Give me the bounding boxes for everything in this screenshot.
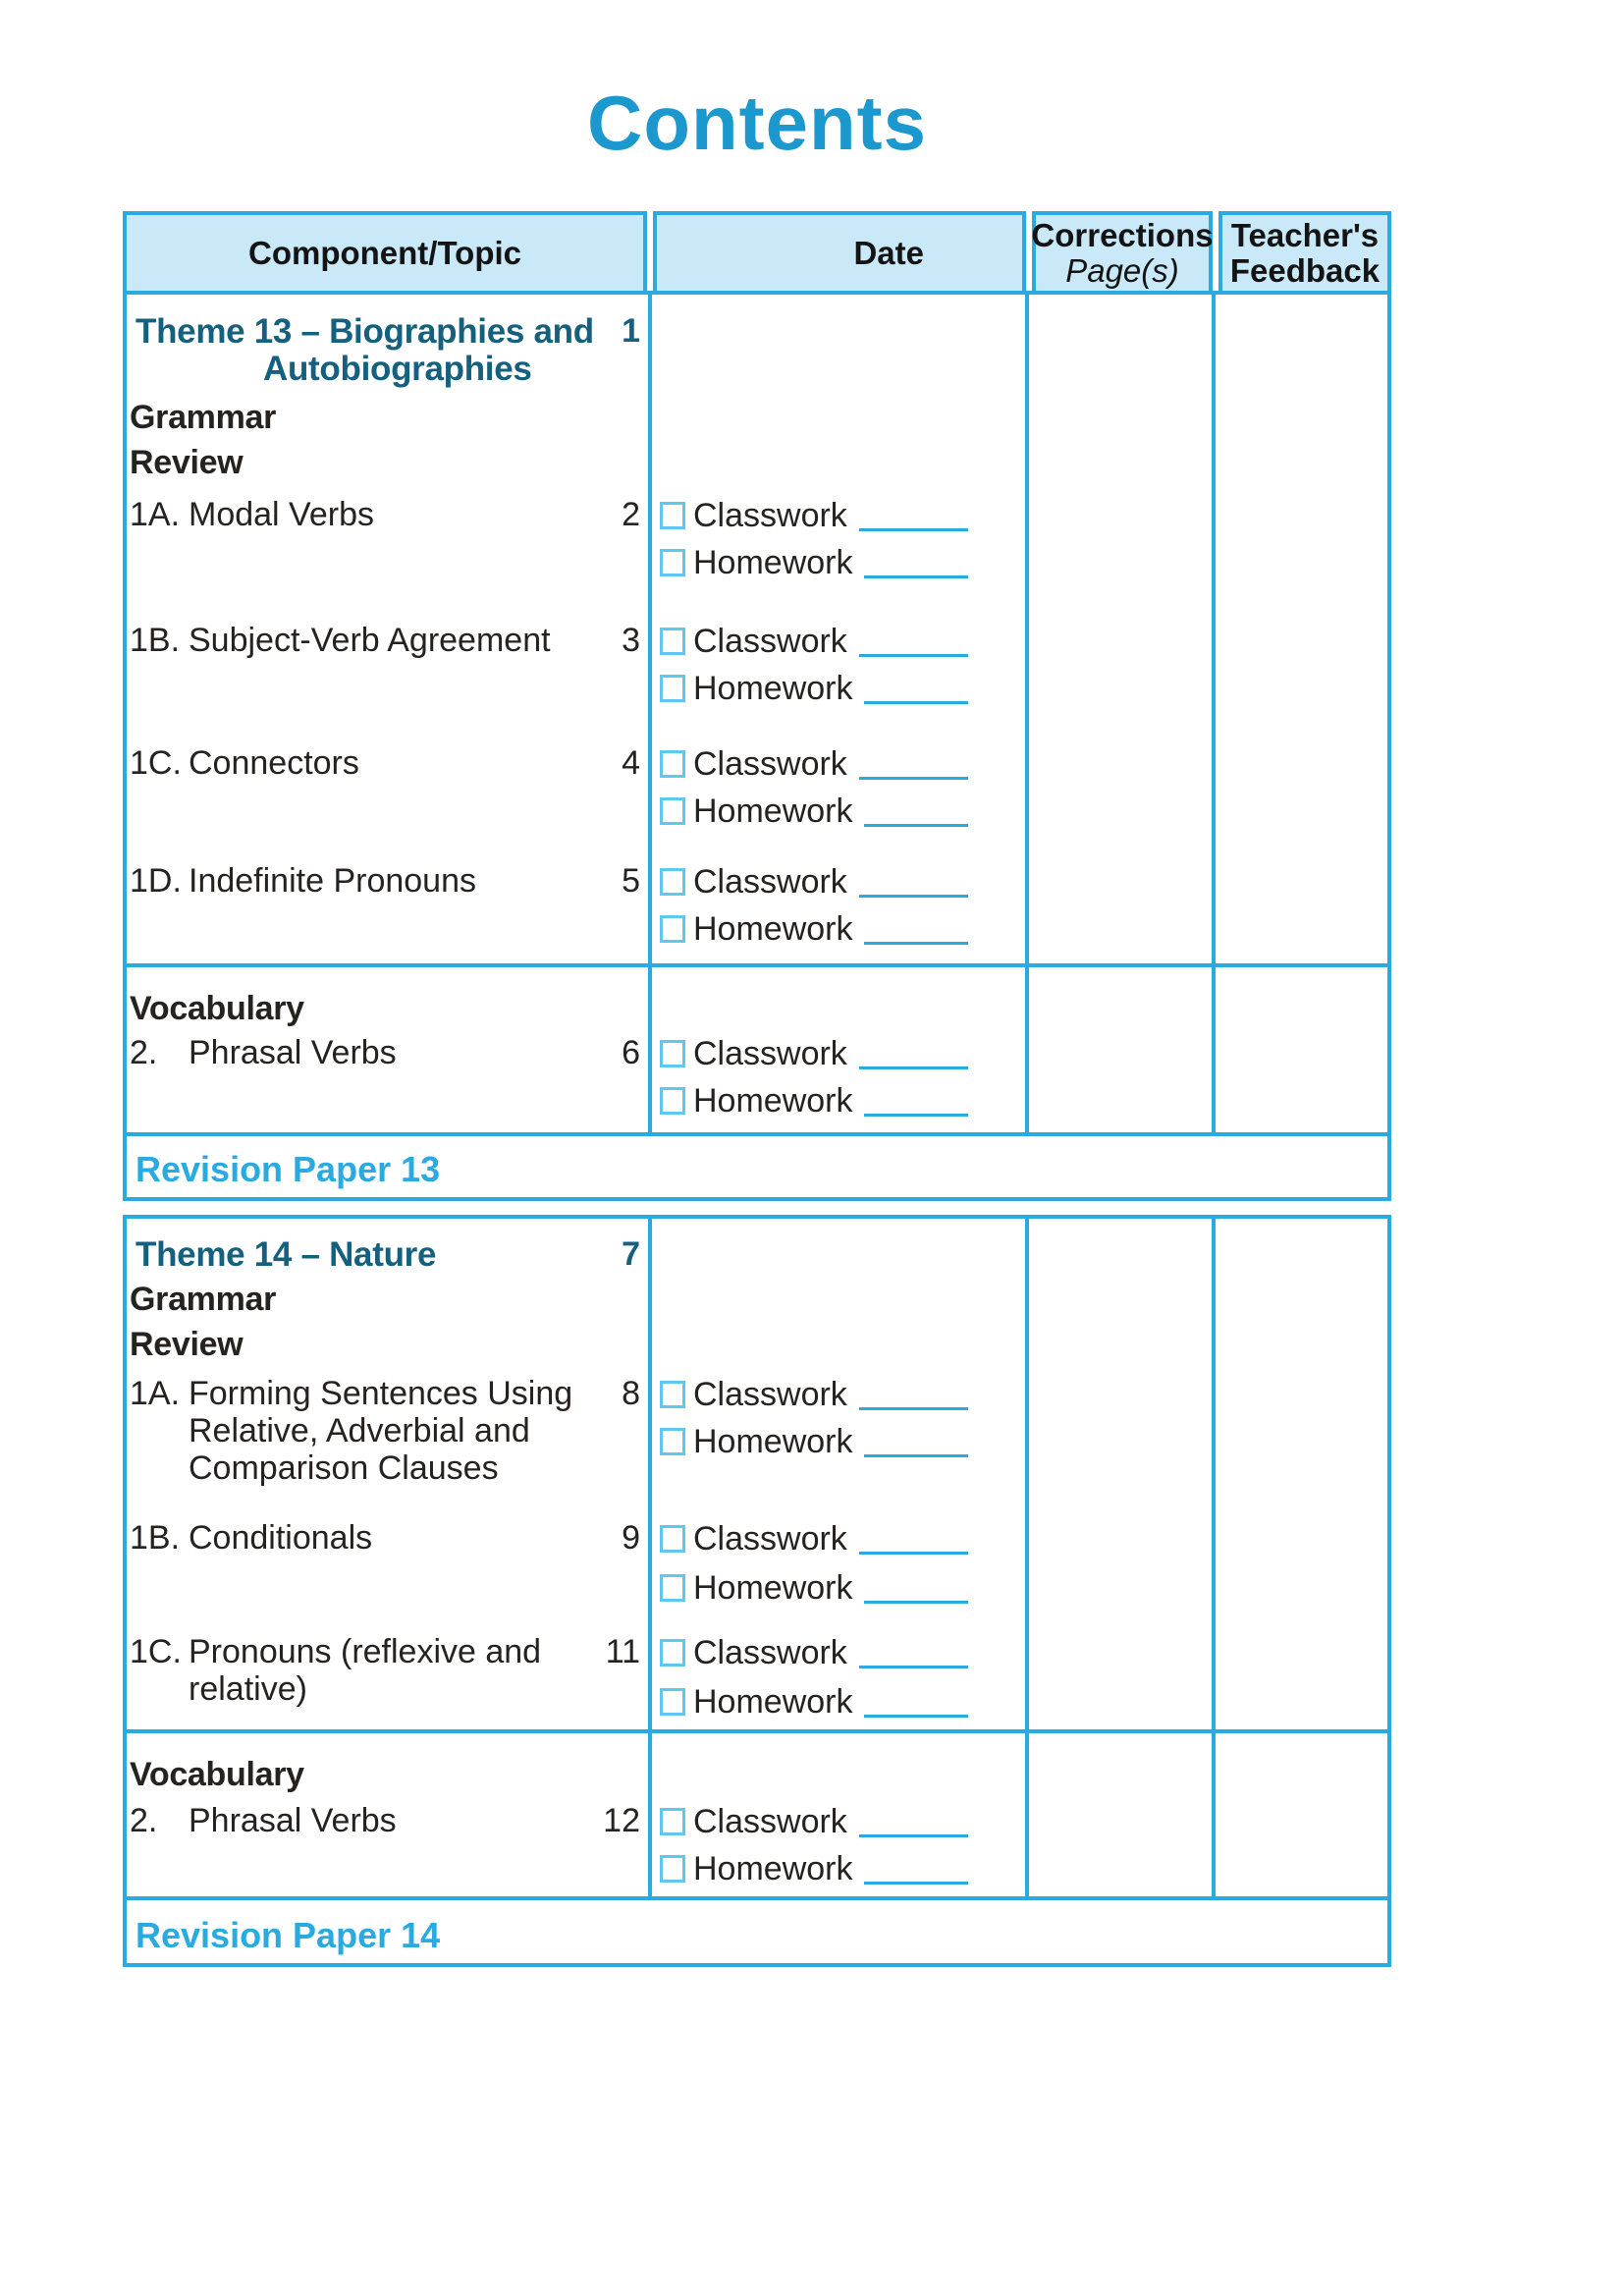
classwork-checkbox[interactable] xyxy=(660,1040,685,1067)
item-title-line: Relative, Adverbial and xyxy=(189,1412,530,1449)
date-write-line[interactable] xyxy=(859,654,968,657)
homework-checkbox[interactable] xyxy=(660,797,685,825)
date-write-line[interactable] xyxy=(859,777,968,780)
homework-row xyxy=(660,1422,970,1461)
item-number: 2. xyxy=(130,1034,158,1071)
header-cell-date xyxy=(653,211,1026,295)
classwork-checkbox[interactable] xyxy=(660,1525,685,1553)
item-title-line: Pronouns (reflexive and xyxy=(189,1633,542,1670)
classwork-row xyxy=(660,496,970,535)
header-date-label: Date xyxy=(853,234,924,271)
item-number: 1B. xyxy=(130,1519,181,1557)
header-corrections-label: Corrections xyxy=(1031,216,1214,253)
revision-paper-14-label: Revision Paper 14 xyxy=(135,1915,441,1955)
classwork-label: Classwork xyxy=(693,1633,847,1671)
homework-row xyxy=(660,1568,970,1608)
homework-row xyxy=(660,1682,970,1722)
item-title: Phrasal Verbs xyxy=(189,1802,397,1839)
homework-checkbox[interactable] xyxy=(660,1855,685,1883)
theme-14-title-line1: Theme 14 – Nature xyxy=(135,1235,437,1274)
classwork-label: Classwork xyxy=(693,744,847,783)
classwork-row xyxy=(660,1519,970,1558)
classwork-label: Classwork xyxy=(693,1519,847,1558)
item-page-number: 8 xyxy=(622,1375,640,1412)
homework-checkbox[interactable] xyxy=(660,1087,685,1115)
date-write-line[interactable] xyxy=(864,1601,968,1604)
review-heading: Review xyxy=(130,1326,244,1363)
classwork-row xyxy=(660,1375,970,1414)
vocabulary-section-divider xyxy=(127,963,1387,967)
theme-13-title-line2: Autobiographies xyxy=(263,350,532,388)
homework-label: Homework xyxy=(693,543,853,581)
classwork-label: Classwork xyxy=(693,622,847,660)
item-title: Connectors xyxy=(189,744,359,782)
date-write-line[interactable] xyxy=(864,701,968,704)
date-write-line[interactable] xyxy=(864,942,968,945)
classwork-row xyxy=(660,862,970,902)
classwork-row xyxy=(660,1034,970,1073)
theme-14-page-number: 7 xyxy=(622,1235,640,1273)
date-write-line[interactable] xyxy=(864,1882,968,1885)
item-number: 1A. xyxy=(130,1375,181,1412)
item-number: 1B. xyxy=(130,622,181,659)
item-number: 1A. xyxy=(130,496,181,533)
revision-paper-13-label: Revision Paper 13 xyxy=(135,1149,441,1189)
homework-label: Homework xyxy=(693,1081,853,1120)
classwork-checkbox[interactable] xyxy=(660,750,685,778)
date-write-line[interactable] xyxy=(859,1834,968,1837)
date-write-line[interactable] xyxy=(859,1552,968,1555)
header-cell-corrections xyxy=(1032,211,1213,295)
classwork-checkbox[interactable] xyxy=(660,1639,685,1667)
classwork-checkbox[interactable] xyxy=(660,502,685,529)
item-title-line: relative) xyxy=(189,1670,307,1708)
classwork-label: Classwork xyxy=(693,1034,847,1072)
header-corrections-pages-label: Page(s) xyxy=(1065,251,1179,289)
classwork-label: Classwork xyxy=(693,1375,847,1413)
review-heading: Review xyxy=(130,444,244,481)
column-divider xyxy=(1025,1219,1029,1896)
homework-row xyxy=(660,909,970,949)
date-write-line[interactable] xyxy=(864,1114,968,1117)
column-divider xyxy=(1212,1219,1216,1896)
column-divider xyxy=(1025,295,1029,1132)
date-write-line[interactable] xyxy=(864,1715,968,1718)
item-title: Indefinite Pronouns xyxy=(189,862,476,900)
item-number: 1C. xyxy=(130,744,182,782)
item-page-number: 2 xyxy=(622,496,640,533)
column-divider xyxy=(1212,295,1216,1132)
date-write-line[interactable] xyxy=(859,895,968,898)
homework-row xyxy=(660,1849,970,1888)
classwork-row xyxy=(660,1633,970,1672)
item-title: Subject-Verb Agreement xyxy=(189,622,551,659)
item-title-line: Forming Sentences Using xyxy=(189,1375,573,1412)
header-cell-teachers-feedback xyxy=(1218,211,1391,295)
classwork-checkbox[interactable] xyxy=(660,628,685,655)
item-page-number: 3 xyxy=(622,622,640,659)
header-component-topic-label: Component/Topic xyxy=(247,234,522,271)
classwork-row xyxy=(660,622,970,661)
page-title: Contents xyxy=(587,80,927,166)
vocabulary-heading: Vocabulary xyxy=(130,1756,304,1793)
item-number: 1D. xyxy=(130,862,182,900)
classwork-row xyxy=(660,744,970,784)
homework-label: Homework xyxy=(693,792,853,830)
item-page-number: 6 xyxy=(622,1034,640,1071)
item-page-number: 9 xyxy=(622,1519,640,1557)
item-page-number: 4 xyxy=(622,744,640,782)
homework-checkbox[interactable] xyxy=(660,915,685,943)
item-title-line: Comparison Clauses xyxy=(189,1449,499,1487)
column-divider xyxy=(648,1219,652,1896)
date-write-line[interactable] xyxy=(859,528,968,531)
item-page-number: 11 xyxy=(605,1633,640,1670)
date-write-line[interactable] xyxy=(859,1666,968,1668)
homework-checkbox[interactable] xyxy=(660,1688,685,1716)
homework-label: Homework xyxy=(693,909,853,948)
item-title: Phrasal Verbs xyxy=(189,1034,397,1071)
classwork-label: Classwork xyxy=(693,862,847,901)
header-teachers-label: Teacher's xyxy=(1230,216,1380,253)
item-page-number: 5 xyxy=(622,862,640,900)
classwork-row xyxy=(660,1802,970,1841)
item-number: 2. xyxy=(130,1802,158,1839)
homework-label: Homework xyxy=(693,1849,853,1887)
homework-checkbox[interactable] xyxy=(660,675,685,702)
date-write-line[interactable] xyxy=(859,1407,968,1410)
homework-row xyxy=(660,669,970,708)
homework-label: Homework xyxy=(693,1568,853,1607)
homework-row xyxy=(660,1081,970,1121)
vocabulary-heading: Vocabulary xyxy=(130,990,304,1027)
theme-13-page-number: 1 xyxy=(622,312,640,350)
homework-label: Homework xyxy=(693,1422,853,1460)
column-divider xyxy=(648,295,652,1132)
item-title: Modal Verbs xyxy=(189,496,374,533)
classwork-label: Classwork xyxy=(693,1802,847,1840)
classwork-checkbox[interactable] xyxy=(660,1808,685,1835)
item-title: Conditionals xyxy=(189,1519,373,1557)
item-number: 1C. xyxy=(130,1633,182,1670)
classwork-checkbox[interactable] xyxy=(660,1381,685,1408)
homework-checkbox[interactable] xyxy=(660,549,685,576)
homework-checkbox[interactable] xyxy=(660,1428,685,1455)
vocabulary-section-divider xyxy=(127,1729,1387,1733)
item-page-number: 12 xyxy=(603,1802,640,1839)
header-cell-component-topic xyxy=(123,211,647,295)
theme-13-block xyxy=(123,291,1391,1136)
classwork-checkbox[interactable] xyxy=(660,868,685,896)
date-write-line[interactable] xyxy=(864,575,968,578)
header-feedback-label: Feedback xyxy=(1229,251,1380,289)
grammar-heading: Grammar xyxy=(130,1281,277,1318)
homework-row xyxy=(660,543,970,582)
date-write-line[interactable] xyxy=(864,824,968,827)
homework-label: Homework xyxy=(693,669,853,707)
homework-label: Homework xyxy=(693,1682,853,1721)
homework-checkbox[interactable] xyxy=(660,1574,685,1602)
theme-13-title-line1: Theme 13 – Biographies and xyxy=(135,312,594,351)
grammar-heading: Grammar xyxy=(130,399,277,436)
date-write-line[interactable] xyxy=(859,1066,968,1069)
date-write-line[interactable] xyxy=(864,1454,968,1457)
classwork-label: Classwork xyxy=(693,496,847,534)
homework-row xyxy=(660,792,970,831)
